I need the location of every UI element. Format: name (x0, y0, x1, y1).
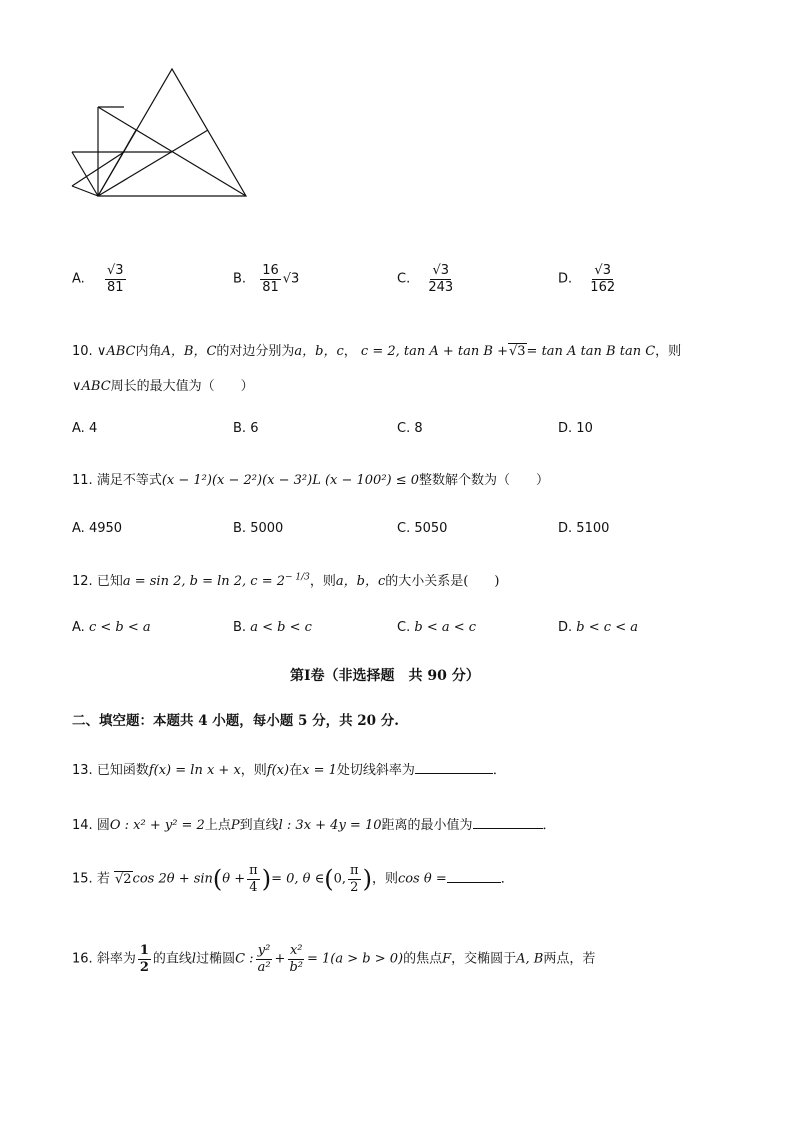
outer-triangle (98, 69, 246, 196)
q9-option-b[interactable]: B. $\frac{16}{81}$ √3 (233, 263, 300, 295)
q12-option-c[interactable]: C. b < a < c (397, 620, 477, 635)
line-5 (98, 130, 136, 196)
q13-answer-blank[interactable] (415, 761, 493, 774)
section-title: 第Ⅰ卷（非选择题 共 90 分） (290, 668, 480, 684)
q11-option-a[interactable]: A. 4950 (72, 521, 123, 536)
q13-stem: 13. 已知函数f(x) = ln x + x，则f(x)在x = 1处切线斜率为 ． (72, 763, 506, 778)
q12-option-b[interactable]: B. a < b < c (233, 620, 312, 635)
q10-option-b[interactable]: B. 6 (233, 421, 259, 436)
q11-option-d[interactable]: D. 5100 (558, 521, 610, 536)
q14-answer-blank[interactable] (473, 816, 543, 829)
q10-option-c[interactable]: C. 8 (397, 421, 423, 436)
line-7 (72, 152, 98, 196)
triangle-figure (60, 60, 260, 210)
q14-stem: 14. 圆O : x² + y² = 2上点P到直线l : 3x + 4y = 10距离的最小值为 ． (72, 818, 556, 833)
q9-option-c[interactable]: C. $\frac{√3}{243}$ (397, 263, 454, 295)
q15-answer-blank[interactable] (447, 870, 501, 883)
q9-option-d[interactable]: D. $\frac{√3}{162}$ (558, 263, 616, 295)
q12-option-a[interactable]: A. c < b < a (72, 620, 151, 635)
q11-option-b[interactable]: B. 5000 (233, 521, 284, 536)
q16-stem: 16. 斜率为 $\frac{1}{2}$ 的直线l过椭圆C : $\frac{\text{y²}}{\text{a²}}$ + $\frac{\text{x²}}{\text{b²}}$ = 1(a > b > 0)的焦点F，交椭圆于A, B两点，若 (72, 943, 596, 975)
q15-stem: 15. 若 √2cos 2θ + sin(θ + $\frac{\pi}{4}$ )= 0, θ ∈(0, $\frac{\pi}{2}$ )，则cos θ = ． (72, 863, 514, 895)
q12-option-d[interactable]: D. b < c < a (558, 620, 638, 635)
q11-stem: 11. 满足不等式(x − 1²)(x − 2²)(x − 3²)L (x − 100²) ≤ 0整数解个数为（ ） (72, 473, 550, 488)
q10-line1: 10. ∨ABC内角A，B，C的对边分别为a，b，c， c = 2, tan A + tan B +√3= tan A tan B tan C，则 (72, 344, 682, 359)
q10-line2: ∨ABC周长的最大值为（ ） (72, 379, 254, 394)
q11-option-c[interactable]: C. 5050 (397, 521, 448, 536)
q9-option-a[interactable]: A. $\frac{√3}{81}$ (72, 263, 124, 295)
q10-option-d[interactable]: D. 10 (558, 421, 593, 436)
q12-stem: 12. 已知a = sin 2, b = ln 2, $c = 2^{- 1/3}$，则a，b，c的大小关系是( ) (72, 572, 500, 589)
q10-option-a[interactable]: A. 4 (72, 421, 98, 436)
line-8 (72, 186, 98, 196)
section-subtitle: 二、填空题：本题共 4 小题，每小题 5 分，共 20 分. (72, 713, 399, 729)
